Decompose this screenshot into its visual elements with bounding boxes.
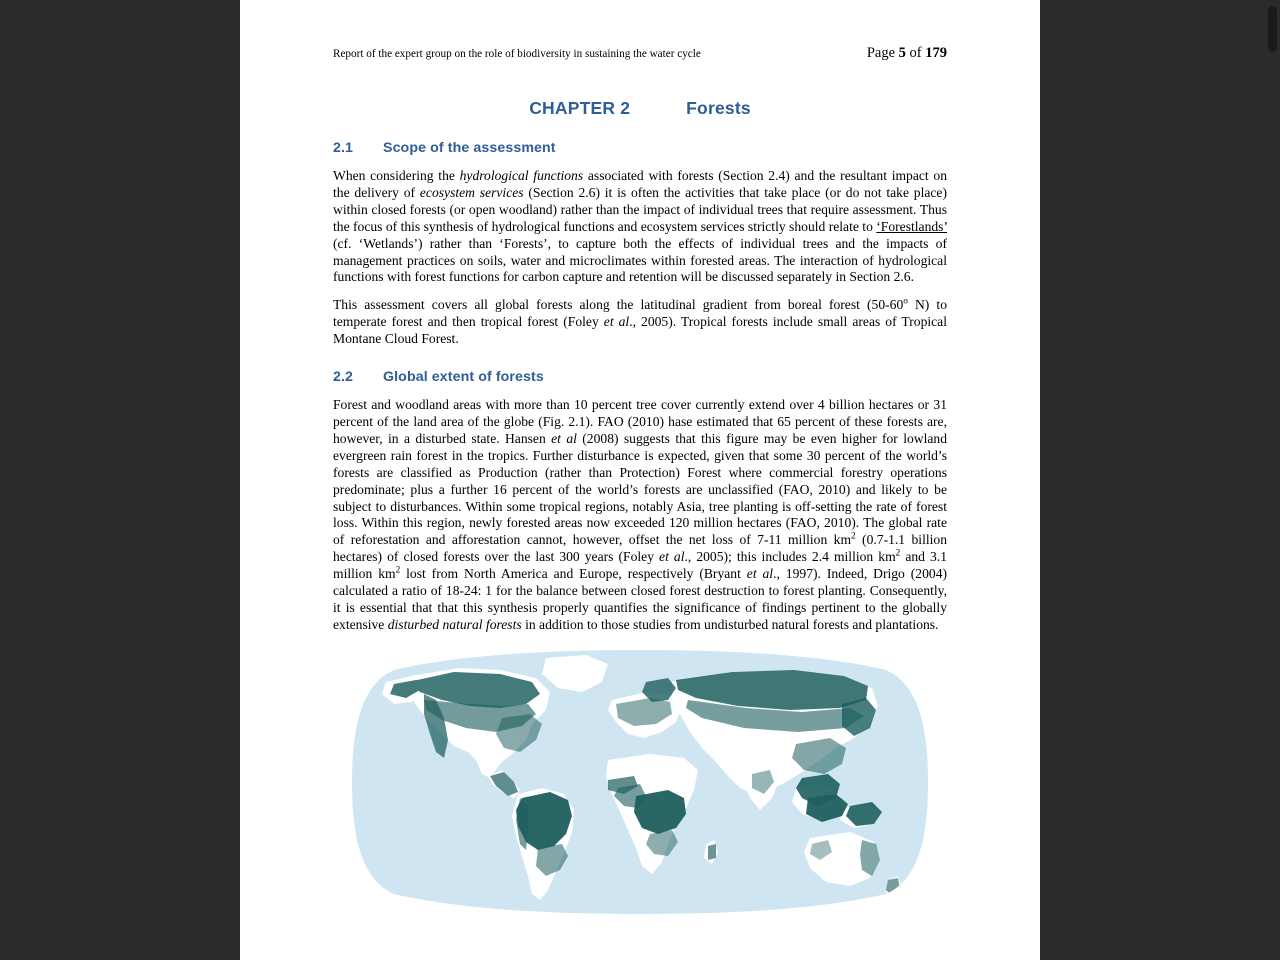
paragraph: When considering the hydrological functions associated with forests (Section 2.4) and the resultant impact on the delivery of ecosystem services (Section 2.6) it is often the activities that take place (or do not take place) within closed forests (or open woodland) rather than the impact of individual trees that require assessment. Thus the focus of this synthesis of hydrological functions and ecosystem services strictly should relate to ‘Forestlands’ (cf. ‘Wetlands’) rather than ‘Forests’, to capture both the effects of individual trees and the impacts of management practices on soils, water and microclimates within forested areas. The interaction of hydrological functions with forest functions for carbon capture and retention will be discussed separately in Section 2.6. <box>333 168 947 285</box>
scrollbar-thumb[interactable] <box>1268 6 1277 52</box>
current-page-number: 5 <box>898 45 906 61</box>
section-number: 2.2 <box>333 369 354 386</box>
section-title: Global extent of forests <box>383 369 544 386</box>
world-forest-map <box>350 648 930 916</box>
page-number-indicator <box>867 45 947 62</box>
scrollbar[interactable] <box>1265 0 1280 960</box>
chapter-title: Forests <box>686 98 751 118</box>
document-page <box>240 0 1040 960</box>
running-head <box>333 45 947 66</box>
running-head-title: Report of the expert group on the role of biodiversity in sustaining the water cycle <box>333 48 701 60</box>
page-label-prefix: Page <box>866 45 899 61</box>
sections-container <box>333 140 947 634</box>
chapter-number: CHAPTER 2 <box>529 98 631 118</box>
chapter-heading <box>333 98 947 119</box>
page-content <box>333 0 947 916</box>
section-heading-2.2 <box>333 369 947 385</box>
world-forest-map-svg <box>350 648 930 916</box>
section-title: Scope of the assessment <box>383 140 556 156</box>
section-heading-2.1 <box>333 140 947 156</box>
paragraph: Forest and woodland areas with more than 10 percent tree cover currently extend over 4 billion hectares or 31 percent of the land area of the globe (Fig. 2.1). FAO (2010) hase estimated that 65 percent of these forests are, however, in a disturbed state. Hansen et al (2008) suggests that this figure may be even higher for lowland evergreen rain forest in the tropics. Further disturbance is expected, given that some 30 percent of the world’s forests are classified as Production (rather than Protection) Forest where commercial forestry operations predominate; plus a further 16 percent of the world’s forests are unclassified (FAO, 2010) and likely to be subject to disturbances. Within some tropical regions, notably Asia, tree planting is off-setting the rate of forest loss. Within this region, newly forested areas now exceeded 120 million hectares (FAO, 2010). The global rate of reforestation and afforestation cannot, however, offset the net loss of 7-11 million $km^2$ (0.7-1.1 billion hectares) of closed forests over the last 300 years (Foley et al., 2005); this includes 2.4 million $km^2$ and 3.1 million $km^2$ lost from North America and Europe, respectively (Bryant et al., 1997). Indeed, Drigo (2004) calculated a ratio of 18-24: 1 for the balance between closed forest destruction to forest planting. Consequently, it is essential that that this synthesis properly quantifies the significance of findings pertinent to the globally extensive disturbed natural forests in addition to those studies from undisturbed natural forests and plantations. <box>333 397 948 632</box>
total-page-count: 179 <box>925 45 947 61</box>
section-number: 2.1 <box>333 140 354 156</box>
map-ocean-layer <box>350 648 930 916</box>
figure-global-forest-cover <box>333 648 947 916</box>
paragraph: This assessment covers all global forests along the latitudinal gradient from boreal forest (50-60$^o$ N) to temperate forest and then tropical forest (Foley et al., 2005). Tropical forests include small areas of Tropical Montane Cloud Forest. <box>333 295 947 347</box>
page-label-middle: of <box>905 45 926 61</box>
